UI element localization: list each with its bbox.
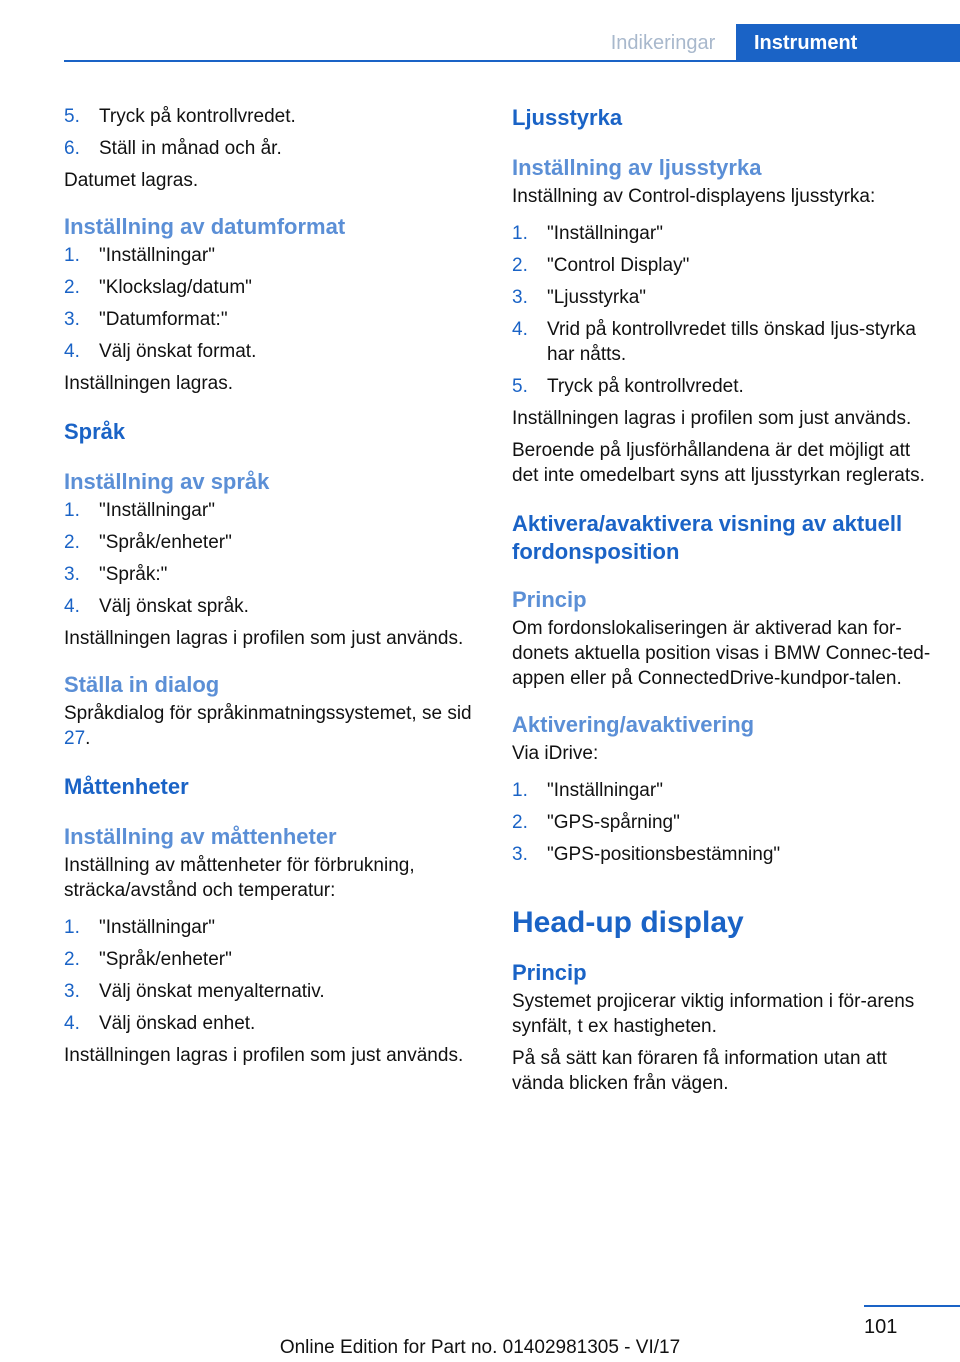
- setting-saved-text: Inställningen lagras.: [64, 373, 233, 394]
- list-item: 2. "Språk/enheter": [64, 532, 232, 553]
- hud-text-2: På så sätt kan föraren få information utan att vända blicken från vägen.: [512, 1048, 887, 1094]
- list-brightness: [512, 221, 932, 399]
- heading-vehicle-position: Aktivera/avaktivera visning av aktuell fordonsposition: [512, 511, 903, 564]
- list-item: 1. "Inställningar": [512, 780, 663, 801]
- edition-text: Online Edition for Part no. 01402981305 - VI/17: [279, 1337, 681, 1358]
- heading-head-up-display: Head-up display: [512, 906, 744, 939]
- list-item: 5. Tryck på kontrollvredet.: [512, 376, 744, 397]
- heading-principle: Princip: [512, 587, 587, 612]
- list-item: 4. Välj önskat språk.: [64, 596, 249, 617]
- page-reference-link[interactable]: 27: [64, 728, 86, 749]
- list-item: 2. "Språk/enheter": [64, 949, 232, 970]
- list-item: 2. "GPS-spårning": [512, 812, 680, 833]
- list-item: 3. Välj önskat menyalternativ.: [64, 981, 325, 1002]
- heading-units-setting: Inställning av måttenheter: [64, 824, 337, 849]
- list-item: 1. "Inställningar": [64, 245, 215, 266]
- list-item: 1. "Inställningar": [64, 917, 215, 938]
- heading-units: Måttenheter: [64, 774, 189, 799]
- list-units: [64, 915, 484, 1036]
- brightness-text: Inställning av Control-displayens ljusstyrka:: [512, 186, 876, 207]
- profile-saved-text: Inställningen lagras i profilen som just används.: [64, 1045, 464, 1066]
- list-item: 6. Ställ in månad och år.: [64, 138, 282, 159]
- list-item: 3. "Ljusstyrka": [512, 287, 647, 308]
- list-date-format: [64, 243, 484, 364]
- page-number: 101: [864, 1316, 898, 1338]
- list-top: [64, 104, 484, 161]
- heading-language: Språk: [64, 419, 126, 444]
- units-text: Inställning av måttenheter för förbrukning, sträcka/avstånd och temperatur:: [64, 855, 415, 901]
- page-header: [0, 0, 960, 62]
- list-item: 4. Välj önskad enhet.: [64, 1013, 256, 1034]
- list-gps: [512, 778, 932, 867]
- date-saved-text: Datumet lagras.: [64, 170, 199, 191]
- heading-date-format: Inställning av datumformat: [64, 214, 346, 239]
- list-item: 1. "Inställningar": [512, 223, 663, 244]
- heading-dialog: Ställa in dialog: [64, 672, 220, 697]
- section-tab: Indikeringar: [610, 32, 716, 54]
- footer-rule: [864, 1305, 960, 1307]
- heading-brightness-setting: Inställning av ljusstyrka: [512, 155, 762, 180]
- light-conditions-text: Beroende på ljusförhållandena är det möjligt att det inte omedelbart syns att ljusstyrkan reglerats.: [512, 440, 925, 486]
- list-item: 3. "Datumformat:": [64, 309, 228, 330]
- list-item: 2. "Klockslag/datum": [64, 277, 252, 298]
- chapter-tab: Instrument: [736, 24, 960, 62]
- list-item: 3. "Språk:": [64, 564, 168, 585]
- list-item: 3. "GPS-positionsbestämning": [512, 844, 781, 865]
- left-column: [64, 100, 484, 1068]
- profile-saved-text: Inställningen lagras i profilen som just används.: [512, 408, 912, 429]
- principle-text: Om fordonslokaliseringen är aktiverad kan for-donets aktuella position visas i BMW Connec-ted-appen eller på ConnectedDrive-kundpor-talen.: [512, 618, 931, 689]
- profile-saved-text: Inställningen lagras i profilen som just används.: [64, 628, 464, 649]
- list-item: 2. "Control Display": [512, 255, 690, 276]
- hud-text-1: Systemet projicerar viktig information i för-arens synfält, t ex hastigheten.: [512, 991, 915, 1037]
- right-column: [512, 100, 932, 1096]
- heading-language-setting: Inställning av språk: [64, 469, 270, 494]
- heading-activation: Aktivering/avaktivering: [512, 712, 755, 737]
- heading-hud-principle: Princip: [512, 960, 587, 985]
- list-item: 5. Tryck på kontrollvredet.: [64, 106, 296, 127]
- list-language: [64, 498, 484, 619]
- header-rule: [64, 60, 960, 62]
- dialog-text: Språkdialog för språkinmatningssystemet, se sid 27.: [64, 703, 472, 749]
- list-item: 1. "Inställningar": [64, 500, 215, 521]
- via-idrive-text: Via iDrive:: [512, 743, 599, 764]
- heading-brightness: Ljusstyrka: [512, 105, 623, 130]
- list-item: 4. Vrid på kontrollvredet tills önskad ljus-styrka har nåtts.: [512, 319, 916, 365]
- list-item: 4. Välj önskat format.: [64, 341, 257, 362]
